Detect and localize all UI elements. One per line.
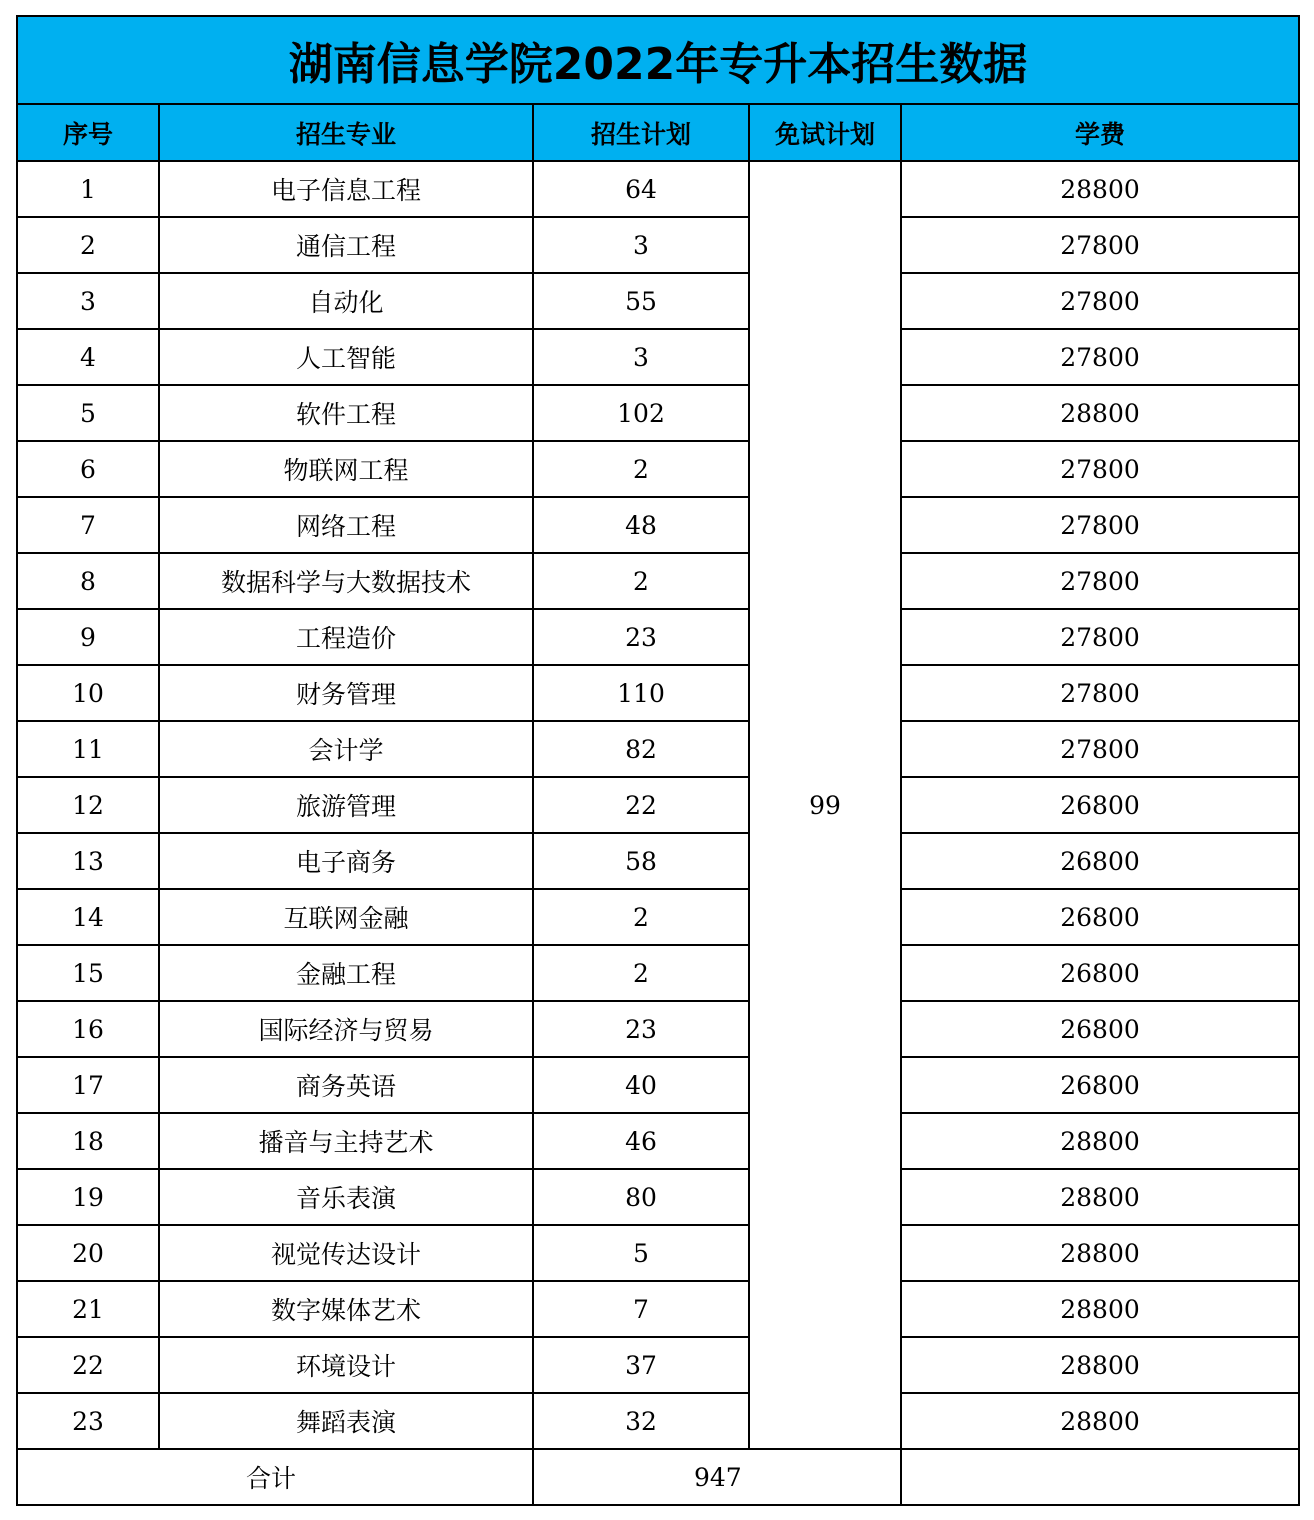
row-index-cell: 12: [17, 777, 159, 833]
row-plan-cell: 48: [533, 497, 749, 553]
row-tuition-cell: 28800: [901, 1281, 1299, 1337]
row-major-cell: 工程造价: [159, 609, 533, 665]
row-plan-cell: 3: [533, 217, 749, 273]
row-major-cell: 金融工程: [159, 945, 533, 1001]
row-index-cell: 18: [17, 1113, 159, 1169]
row-plan-cell: 110: [533, 665, 749, 721]
table-title: 湖南信息学院2022年专升本招生数据: [17, 16, 1299, 104]
row-index-cell: 4: [17, 329, 159, 385]
row-tuition-cell: 27800: [901, 721, 1299, 777]
row-index-cell: 16: [17, 1001, 159, 1057]
row-index-cell: 6: [17, 441, 159, 497]
table-row: [17, 1225, 1299, 1281]
row-index-cell: 17: [17, 1057, 159, 1113]
table-row: [17, 1001, 1299, 1057]
row-index-cell: 7: [17, 497, 159, 553]
row-major-cell: 国际经济与贸易: [159, 1001, 533, 1057]
row-tuition-cell: 27800: [901, 217, 1299, 273]
row-tuition-cell: 28800: [901, 161, 1299, 217]
row-index-cell: 20: [17, 1225, 159, 1281]
table-row: [17, 553, 1299, 609]
row-plan-cell: 82: [533, 721, 749, 777]
table-row: [17, 889, 1299, 945]
row-index-cell: 23: [17, 1393, 159, 1449]
header-index: 序号: [17, 104, 159, 161]
row-tuition-cell: 27800: [901, 329, 1299, 385]
row-tuition-cell: 26800: [901, 833, 1299, 889]
row-tuition-cell: 26800: [901, 777, 1299, 833]
row-index-cell: 21: [17, 1281, 159, 1337]
header-tuition: 学费: [901, 104, 1299, 161]
row-tuition-cell: 26800: [901, 1001, 1299, 1057]
row-tuition-cell: 28800: [901, 1225, 1299, 1281]
row-major-cell: 环境设计: [159, 1337, 533, 1393]
row-major-cell: 会计学: [159, 721, 533, 777]
table-row: [17, 1113, 1299, 1169]
row-tuition-cell: 27800: [901, 609, 1299, 665]
row-tuition-cell: 28800: [901, 1169, 1299, 1225]
table-row: [17, 777, 1299, 833]
row-index-cell: 5: [17, 385, 159, 441]
row-plan-cell: 32: [533, 1393, 749, 1449]
total-label: 合计: [17, 1449, 533, 1505]
row-index-cell: 15: [17, 945, 159, 1001]
row-index-cell: 3: [17, 273, 159, 329]
row-tuition-cell: 27800: [901, 553, 1299, 609]
row-plan-cell: 58: [533, 833, 749, 889]
row-major-cell: 网络工程: [159, 497, 533, 553]
row-plan-cell: 102: [533, 385, 749, 441]
table-row: [17, 833, 1299, 889]
table-row: [17, 441, 1299, 497]
row-plan-cell: 40: [533, 1057, 749, 1113]
row-index-cell: 8: [17, 553, 159, 609]
row-tuition-cell: 26800: [901, 945, 1299, 1001]
row-index-cell: 14: [17, 889, 159, 945]
row-tuition-cell: 27800: [901, 273, 1299, 329]
row-major-cell: 音乐表演: [159, 1169, 533, 1225]
total-value: 947: [533, 1449, 901, 1505]
row-index-cell: 1: [17, 161, 159, 217]
row-plan-cell: 37: [533, 1337, 749, 1393]
row-major-cell: 互联网金融: [159, 889, 533, 945]
table-row: [17, 1169, 1299, 1225]
row-tuition-cell: 26800: [901, 889, 1299, 945]
row-major-cell: 数字媒体艺术: [159, 1281, 533, 1337]
row-major-cell: 物联网工程: [159, 441, 533, 497]
row-tuition-cell: 27800: [901, 497, 1299, 553]
row-major-cell: 商务英语: [159, 1057, 533, 1113]
row-plan-cell: 55: [533, 273, 749, 329]
row-plan-cell: 64: [533, 161, 749, 217]
row-index-cell: 9: [17, 609, 159, 665]
table-row: [17, 665, 1299, 721]
header-major: 招生专业: [159, 104, 533, 161]
row-plan-cell: 7: [533, 1281, 749, 1337]
row-plan-cell: 80: [533, 1169, 749, 1225]
header-exempt: 免试计划: [749, 104, 901, 161]
row-major-cell: 人工智能: [159, 329, 533, 385]
table-row: [17, 1281, 1299, 1337]
row-plan-cell: 5: [533, 1225, 749, 1281]
enrollment-table: [16, 15, 1300, 1506]
row-major-cell: 电子信息工程: [159, 161, 533, 217]
table-row: [17, 945, 1299, 1001]
row-plan-cell: 2: [533, 553, 749, 609]
row-major-cell: 视觉传达设计: [159, 1225, 533, 1281]
table-row: [17, 721, 1299, 777]
row-major-cell: 播音与主持艺术: [159, 1113, 533, 1169]
table-row: [17, 1337, 1299, 1393]
header-row: [17, 104, 1299, 161]
table-row: [17, 1057, 1299, 1113]
table-row: [17, 497, 1299, 553]
row-plan-cell: 2: [533, 945, 749, 1001]
row-tuition-cell: 28800: [901, 1337, 1299, 1393]
row-index-cell: 13: [17, 833, 159, 889]
row-plan-cell: 22: [533, 777, 749, 833]
row-major-cell: 旅游管理: [159, 777, 533, 833]
row-index-cell: 19: [17, 1169, 159, 1225]
header-plan: 招生计划: [533, 104, 749, 161]
row-tuition-cell: 28800: [901, 1393, 1299, 1449]
row-tuition-cell: 28800: [901, 385, 1299, 441]
row-plan-cell: 2: [533, 889, 749, 945]
table-row: [17, 329, 1299, 385]
row-major-cell: 数据科学与大数据技术: [159, 553, 533, 609]
row-major-cell: 通信工程: [159, 217, 533, 273]
row-tuition-cell: 28800: [901, 1113, 1299, 1169]
row-major-cell: 财务管理: [159, 665, 533, 721]
total-empty-cell: [901, 1449, 1299, 1505]
table-row: [17, 1393, 1299, 1449]
row-plan-cell: 23: [533, 609, 749, 665]
row-index-cell: 2: [17, 217, 159, 273]
row-major-cell: 舞蹈表演: [159, 1393, 533, 1449]
table-row: [17, 273, 1299, 329]
row-plan-cell: 23: [533, 1001, 749, 1057]
row-major-cell: 自动化: [159, 273, 533, 329]
table-row: [17, 217, 1299, 273]
total-row: [17, 1449, 1299, 1505]
row-plan-cell: 3: [533, 329, 749, 385]
row-tuition-cell: 27800: [901, 441, 1299, 497]
table-row: [17, 609, 1299, 665]
exempt-plan-cell: 99: [749, 161, 901, 1449]
row-index-cell: 11: [17, 721, 159, 777]
row-index-cell: 22: [17, 1337, 159, 1393]
row-major-cell: 软件工程: [159, 385, 533, 441]
row-tuition-cell: 27800: [901, 665, 1299, 721]
title-row: [17, 16, 1299, 104]
row-plan-cell: 46: [533, 1113, 749, 1169]
row-plan-cell: 2: [533, 441, 749, 497]
table-row: [17, 161, 1299, 217]
row-major-cell: 电子商务: [159, 833, 533, 889]
table-row: [17, 385, 1299, 441]
row-index-cell: 10: [17, 665, 159, 721]
row-tuition-cell: 26800: [901, 1057, 1299, 1113]
